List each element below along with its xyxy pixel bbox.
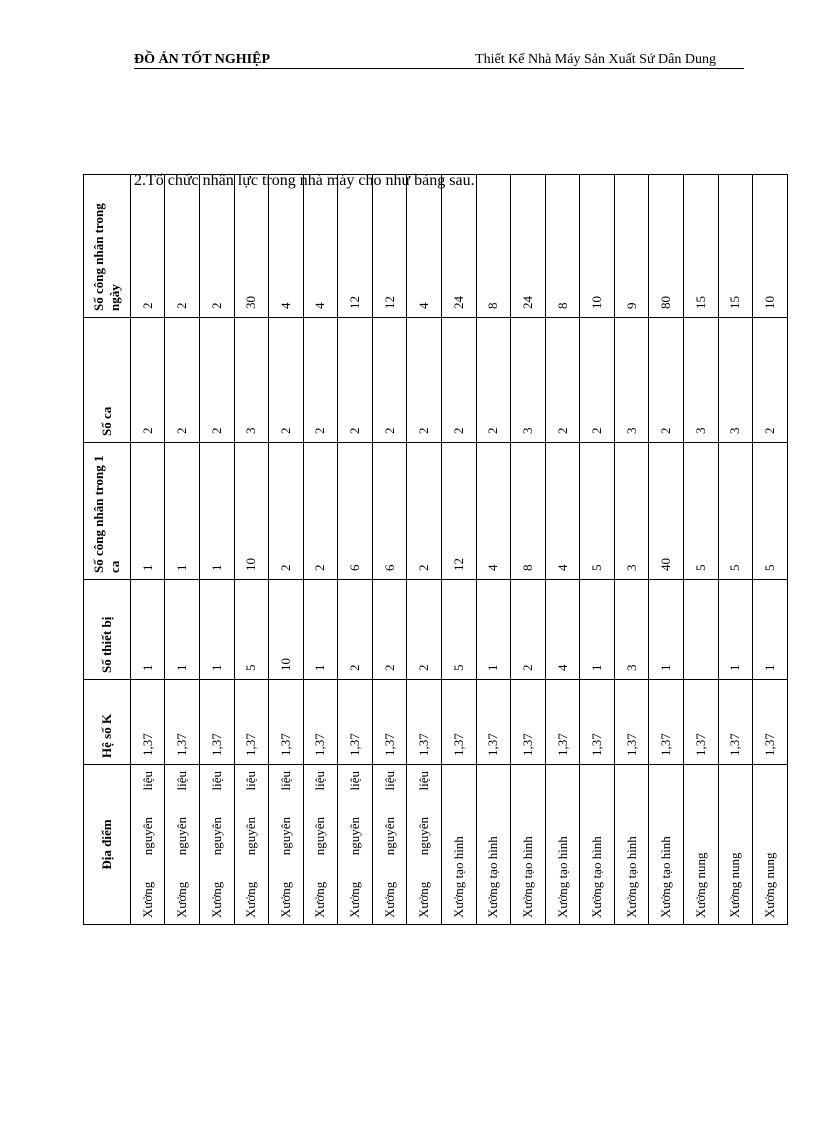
col-workers-per-day-cell: 2 (199, 175, 234, 318)
col-shift-count-cell: 2 (407, 318, 442, 443)
col-shift-count-cell: 2 (442, 318, 477, 443)
col-coefficient-k-cell: 1,37 (130, 680, 165, 765)
table-row (442, 175, 477, 925)
col-shift-count-cell: 2 (649, 318, 684, 443)
col-workers-per-day-cell: 30 (234, 175, 269, 318)
col-workers-per-shift-cell: 1 (165, 443, 200, 580)
table-row (614, 175, 649, 925)
col-workers-per-day-cell: 2 (165, 175, 200, 318)
table-row (234, 175, 269, 925)
col-workers-per-shift-cell: 2 (269, 443, 304, 580)
col-location-cell: Xưởng nguyên liệu (338, 765, 373, 925)
col-coefficient-k-cell: 1,37 (407, 680, 442, 765)
col-location-cell: Xưởng tạo hình (442, 765, 477, 925)
col-coefficient-k-cell: 1,37 (753, 680, 788, 765)
col-shift-count-cell: 3 (718, 318, 753, 443)
table-row (269, 175, 304, 925)
col-workers-per-shift-cell: 1 (199, 443, 234, 580)
col-workers-per-day-cell: 10 (580, 175, 615, 318)
col-location-cell: Xưởng nguyên liệu (407, 765, 442, 925)
table-row (199, 175, 234, 925)
col-location-cell: Xưởng nguyên liệu (269, 765, 304, 925)
col-location-cell: Xưởng tạo hình (545, 765, 580, 925)
col-equipment-count-cell: 1 (476, 580, 511, 680)
col-workers-per-day-cell: 24 (442, 175, 477, 318)
col-coefficient-k-cell: 1,37 (165, 680, 200, 765)
col-location-cell: Xưởng nung (753, 765, 788, 925)
col-equipment-count-cell: 2 (338, 580, 373, 680)
table-row (303, 175, 338, 925)
col-workers-per-shift-cell: 2 (407, 443, 442, 580)
col-equipment-count-cell (684, 580, 719, 680)
col-equipment-count-cell: 5 (234, 580, 269, 680)
col-equipment-count-cell: 5 (442, 580, 477, 680)
col-workers-per-day-cell: 4 (269, 175, 304, 318)
header-subtitle: Thiết Kế Nhà Máy Sản Xuất Sứ Dân Dung (475, 52, 716, 67)
col-shift-count-cell: 2 (476, 318, 511, 443)
col-location-cell: Xưởng nguyên liệu (303, 765, 338, 925)
table-row (580, 175, 615, 925)
header-title: ĐỒ ÁN TỐT NGHIỆP (134, 52, 271, 67)
table-row (684, 175, 719, 925)
col-workers-per-day-cell: 15 (684, 175, 719, 318)
col-shift-count-cell: 3 (511, 318, 546, 443)
col-location-cell: Xưởng nguyên liệu (199, 765, 234, 925)
table-row (649, 175, 684, 925)
col-equipment-count-cell: 2 (511, 580, 546, 680)
table-header-row (84, 175, 131, 925)
table-row (476, 175, 511, 925)
table-row (407, 175, 442, 925)
col-workers-per-day-cell: 80 (649, 175, 684, 318)
col-workers-per-day-cell: 8 (545, 175, 580, 318)
col-coefficient-k-cell: 1,37 (580, 680, 615, 765)
col-location-cell: Xưởng nung (718, 765, 753, 925)
col-workers-per-day-cell: 4 (407, 175, 442, 318)
col-shift-count-cell: 2 (269, 318, 304, 443)
table-row (338, 175, 373, 925)
col-workers-per-day-header: Số công nhân trong ngày (84, 175, 131, 318)
col-location-header: Địa điểm (84, 765, 131, 925)
col-workers-per-shift-cell: 5 (684, 443, 719, 580)
col-workers-per-day-cell: 8 (476, 175, 511, 318)
col-location-cell: Xưởng tạo hình (614, 765, 649, 925)
col-coefficient-k-cell: 1,37 (303, 680, 338, 765)
table-row (511, 175, 546, 925)
header-divider (134, 68, 744, 69)
table-row (545, 175, 580, 925)
col-location-cell: Xưởng nguyên liệu (234, 765, 269, 925)
col-coefficient-k-cell: 1,37 (199, 680, 234, 765)
col-shift-count-cell: 2 (545, 318, 580, 443)
col-coefficient-k-cell: 1,37 (476, 680, 511, 765)
col-workers-per-shift-cell: 5 (580, 443, 615, 580)
col-shift-count-cell: 2 (753, 318, 788, 443)
col-location-cell: Xưởng tạo hình (476, 765, 511, 925)
col-coefficient-k-cell: 1,37 (338, 680, 373, 765)
col-workers-per-shift-cell: 8 (511, 443, 546, 580)
col-shift-count-cell: 2 (303, 318, 338, 443)
col-coefficient-k-cell: 1,37 (614, 680, 649, 765)
col-workers-per-day-cell: 15 (718, 175, 753, 318)
col-workers-per-day-cell: 9 (614, 175, 649, 318)
col-equipment-count-cell: 2 (407, 580, 442, 680)
col-equipment-count-cell: 3 (614, 580, 649, 680)
col-workers-per-shift-cell: 5 (753, 443, 788, 580)
col-workers-per-shift-header: Số công nhân trong 1 ca (84, 443, 131, 580)
col-coefficient-k-cell: 1,37 (442, 680, 477, 765)
table-row (753, 175, 788, 925)
col-coefficient-k-cell: 1,37 (649, 680, 684, 765)
col-workers-per-day-cell: 2 (130, 175, 165, 318)
col-workers-per-shift-cell: 5 (718, 443, 753, 580)
col-shift-count-cell: 3 (684, 318, 719, 443)
col-equipment-count-cell: 1 (199, 580, 234, 680)
col-coefficient-k-cell: 1,37 (718, 680, 753, 765)
col-workers-per-day-cell: 4 (303, 175, 338, 318)
col-workers-per-day-cell: 10 (753, 175, 788, 318)
table-row (372, 175, 407, 925)
col-workers-per-shift-cell: 40 (649, 443, 684, 580)
col-shift-count-cell: 2 (338, 318, 373, 443)
col-equipment-count-cell: 4 (545, 580, 580, 680)
col-equipment-count-cell: 1 (165, 580, 200, 680)
col-workers-per-day-cell: 12 (338, 175, 373, 318)
section-caption: 2.Tổ chức nhân lực trong nhà máy cho như bảng sau. (134, 172, 475, 189)
col-equipment-count-cell: 10 (269, 580, 304, 680)
col-coefficient-k-cell: 1,37 (372, 680, 407, 765)
col-shift-count-cell: 2 (130, 318, 165, 443)
col-workers-per-shift-cell: 3 (614, 443, 649, 580)
col-coefficient-k-cell: 1,37 (684, 680, 719, 765)
table-row (165, 175, 200, 925)
col-workers-per-shift-cell: 6 (338, 443, 373, 580)
col-workers-per-shift-cell: 10 (234, 443, 269, 580)
col-location-cell: Xưởng nung (684, 765, 719, 925)
col-shift-count-cell: 2 (199, 318, 234, 443)
table-row (718, 175, 753, 925)
col-workers-per-shift-cell: 12 (442, 443, 477, 580)
col-workers-per-day-cell: 24 (511, 175, 546, 318)
col-workers-per-day-cell: 12 (372, 175, 407, 318)
staffing-table (83, 174, 788, 925)
col-workers-per-shift-cell: 6 (372, 443, 407, 580)
col-location-cell: Xưởng tạo hình (511, 765, 546, 925)
col-shift-count-cell: 3 (614, 318, 649, 443)
col-equipment-count-cell: 1 (303, 580, 338, 680)
col-location-cell: Xưởng tạo hình (580, 765, 615, 925)
col-shift-count-cell: 2 (372, 318, 407, 443)
col-shift-count-cell: 3 (234, 318, 269, 443)
col-location-cell: Xưởng nguyên liệu (130, 765, 165, 925)
col-equipment-count-cell: 2 (372, 580, 407, 680)
table-row (130, 175, 165, 925)
col-shift-count-cell: 2 (580, 318, 615, 443)
col-workers-per-shift-cell: 2 (303, 443, 338, 580)
col-workers-per-shift-cell: 4 (476, 443, 511, 580)
col-coefficient-k-cell: 1,37 (234, 680, 269, 765)
col-equipment-count-cell: 1 (718, 580, 753, 680)
col-workers-per-shift-cell: 1 (130, 443, 165, 580)
col-location-cell: Xưởng nguyên liệu (372, 765, 407, 925)
staffing-table-rotated (83, 175, 788, 925)
col-coefficient-k-cell: 1,37 (511, 680, 546, 765)
col-coefficient-k-cell: 1,37 (269, 680, 304, 765)
col-coefficient-k-cell: 1,37 (545, 680, 580, 765)
col-location-cell: Xưởng tạo hình (649, 765, 684, 925)
col-shift-count-header: Số ca (84, 318, 131, 443)
col-location-cell: Xưởng nguyên liệu (165, 765, 200, 925)
col-equipment-count-header: Số thiết bị (84, 580, 131, 680)
col-equipment-count-cell: 1 (753, 580, 788, 680)
col-workers-per-shift-cell: 4 (545, 443, 580, 580)
col-equipment-count-cell: 1 (649, 580, 684, 680)
col-coefficient-k-header: Hệ số K (84, 680, 131, 765)
col-shift-count-cell: 2 (165, 318, 200, 443)
col-equipment-count-cell: 1 (580, 580, 615, 680)
col-equipment-count-cell: 1 (130, 580, 165, 680)
